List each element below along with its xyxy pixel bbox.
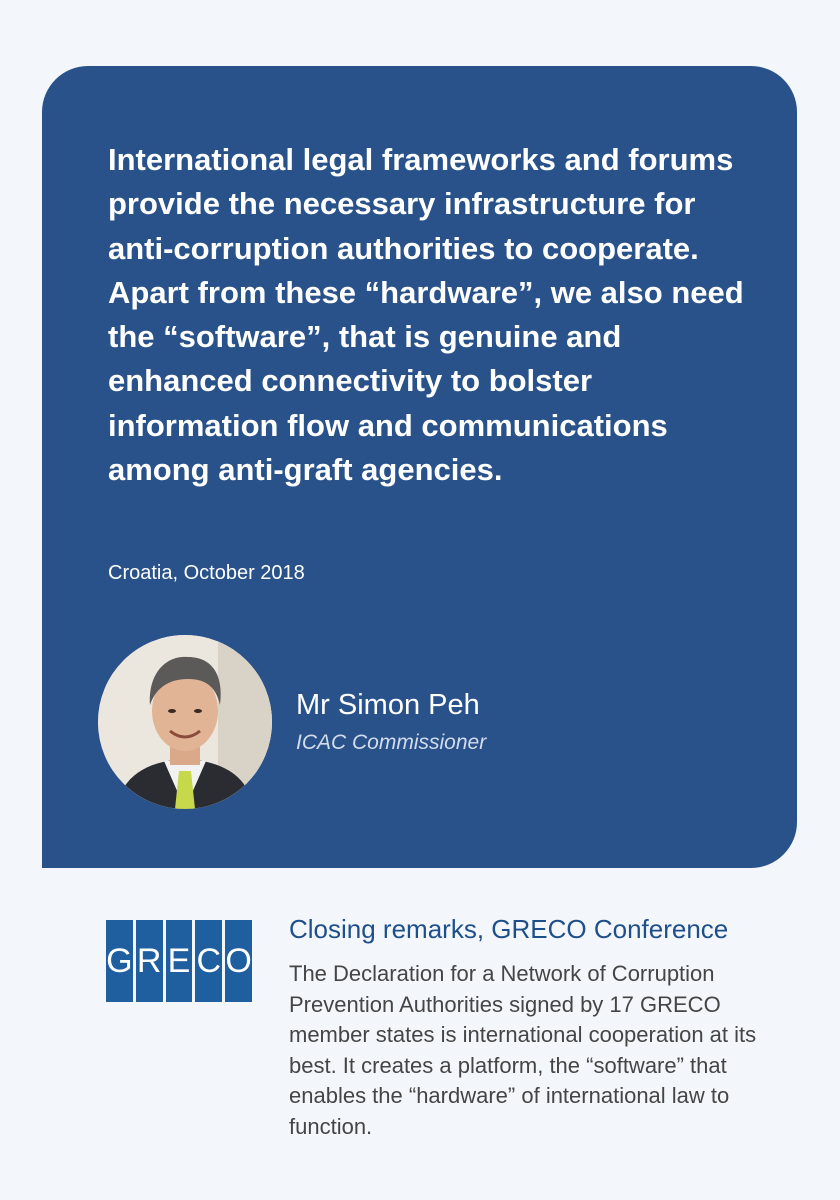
speaker-title: ICAC Commissioner	[296, 731, 487, 754]
speaker-avatar	[98, 635, 272, 809]
speaker-name: Mr Simon Peh	[296, 689, 480, 721]
quote-date: Croatia, October 2018	[108, 562, 305, 584]
quote-card	[42, 66, 797, 868]
greco-logo-letter: O	[225, 920, 252, 1002]
greco-logo-letter: R	[136, 920, 163, 1002]
quote-text: International legal frameworks and forums provide the necessary infrastructure for anti-corruption authorities to cooperate. Apart from these “hardware”, we also need the “software”, that is genuine and enhanced connectivity to bolster information flow and communications among anti-graft agencies.	[108, 142, 744, 488]
greco-logo	[106, 920, 252, 1002]
greco-logo-letter: G	[106, 920, 133, 1002]
greco-logo-letter: E	[166, 920, 193, 1002]
greco-logo-letter: C	[195, 920, 222, 1002]
speaker-portrait-image	[98, 635, 272, 809]
event-description: The Declaration for a Network of Corruption Prevention Authorities signed by 17 GRECO member states is international cooperation at its best. It creates a platform, the “software” that enables the “hardware” of international law to function.	[289, 961, 757, 1139]
event-title: Closing remarks, GRECO Conference	[289, 914, 729, 944]
